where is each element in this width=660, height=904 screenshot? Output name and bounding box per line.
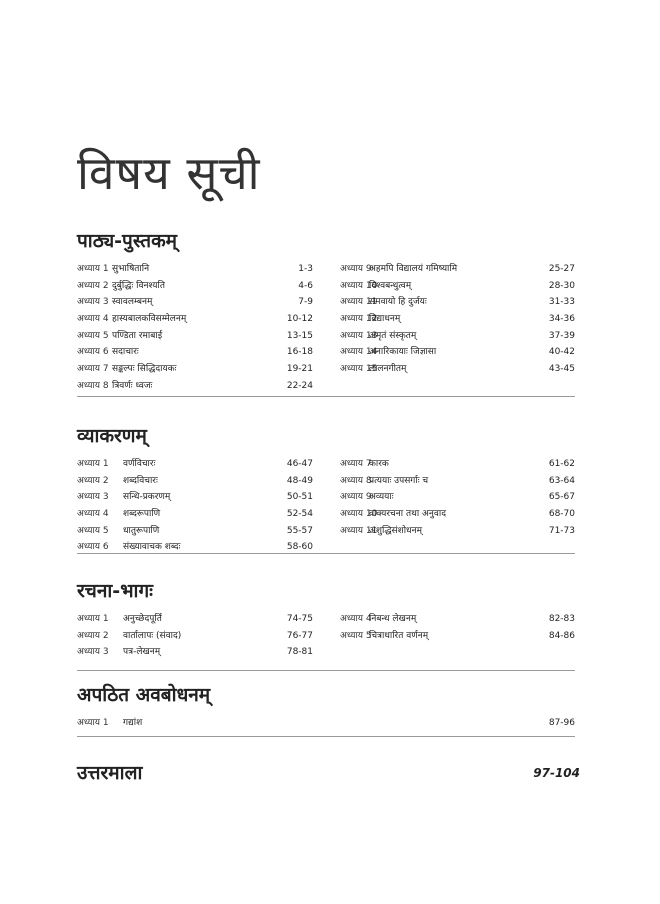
- chapter-title: अहमपि विद्यालयं गमिष्यामि: [369, 264, 458, 274]
- chapter-number: अध्याय 2: [77, 280, 109, 291]
- chapter-title: वाक्यरचना तथा अनुवाद: [369, 509, 447, 520]
- page-range: 1-3: [298, 264, 313, 274]
- section-heading: व्याकरणम्: [77, 425, 147, 447]
- answers-pages: 97-104: [533, 766, 580, 780]
- chapter-number: अध्याय 10: [340, 509, 378, 520]
- chapter-title: पत्र-लेखनम्: [123, 647, 161, 658]
- chapter-title: अनुच्छेदपूर्ति: [123, 614, 162, 624]
- chapter-number: अध्याय 5: [340, 630, 372, 641]
- chapter-number: अध्याय 4: [77, 314, 109, 325]
- toc-row: [77, 611, 313, 628]
- section-divider: [77, 553, 575, 554]
- toc-row: [340, 628, 575, 645]
- toc-row: [77, 523, 313, 540]
- toc-row: [77, 361, 313, 378]
- chapter-title: सुभाषितानि: [112, 264, 150, 274]
- chapter-title: सङ्कल्पः सिद्धिदायकः: [112, 364, 177, 375]
- chapter-number: अध्याय 1: [77, 264, 109, 274]
- toc-row: [77, 489, 313, 506]
- page-range: 71-73: [548, 525, 575, 536]
- chapter-number: अध्याय 3: [77, 647, 109, 658]
- page-range: 58-60: [286, 542, 313, 553]
- page-range: 46-47: [286, 459, 313, 469]
- chapter-number: अध्याय 13: [340, 330, 378, 341]
- answers-heading: उत्तरमाला: [77, 762, 143, 784]
- toc-row: [340, 361, 575, 378]
- chapter-title: हास्यबालकविसम्मेलनम्: [112, 314, 187, 325]
- page-range: 7-9: [298, 297, 313, 308]
- page-range: 55-57: [286, 525, 313, 536]
- section-heading: अपठित अवबोधनम्: [77, 684, 211, 706]
- toc-row: [77, 506, 313, 523]
- chapter-title: निबन्ध लेखनम्: [369, 614, 417, 624]
- section-composition: [77, 580, 575, 658]
- toc-row: [77, 715, 575, 732]
- chapter-title: पण्डिता रमाबाई: [112, 330, 163, 341]
- chapter-title: अशुद्धिसंशोधनम्: [369, 525, 422, 536]
- section-divider: [77, 396, 575, 397]
- page-range: 78-81: [286, 647, 313, 658]
- chapter-title: स्वावलम्बनम्: [112, 297, 153, 308]
- chapter-number: अध्याय 4: [77, 509, 109, 520]
- chapter-number: अध्याय 1: [77, 614, 109, 624]
- chapter-title: सदाचारः: [112, 347, 139, 358]
- toc-row: [340, 311, 575, 328]
- chapter-title: संख्यावाचक शब्दः: [123, 542, 181, 553]
- page-range: 4-6: [298, 280, 313, 291]
- page-range: 28-30: [548, 280, 575, 291]
- chapter-number: अध्याय 6: [77, 542, 109, 553]
- chapter-number: अध्याय 1: [77, 459, 109, 469]
- chapter-number: अध्याय 2: [77, 475, 109, 486]
- toc-row: [77, 344, 313, 361]
- page-range: 74-75: [286, 614, 313, 624]
- chapter-title: वर्णविचारः: [123, 459, 156, 469]
- chapter-title: समवायो हि दुर्जयः: [369, 297, 427, 308]
- toc-row: [340, 344, 575, 361]
- chapter-title: धातुरूपाणि: [123, 525, 160, 536]
- page-range: 61-62: [548, 459, 575, 469]
- page-range: 40-42: [548, 347, 575, 358]
- chapter-title: लालनगीतम्: [369, 364, 407, 375]
- toc-row: [340, 489, 575, 506]
- chapter-title: विश्वबन्धुत्वम्: [369, 280, 412, 291]
- page-range: 50-51: [286, 492, 313, 503]
- chapter-number: अध्याय 2: [77, 630, 109, 641]
- chapter-number: अध्याय 4: [340, 614, 372, 624]
- chapter-title: अनारिकायाः जिज्ञासा: [369, 347, 437, 358]
- page-range: 25-27: [548, 264, 575, 274]
- chapter-title: गद्यांश: [123, 718, 143, 728]
- page-range: 52-54: [286, 509, 313, 520]
- section-heading: पाठ्य-पुस्तकम्: [77, 230, 178, 252]
- chapter-title: वार्तालापः (संवाद): [123, 630, 182, 641]
- chapter-title: दुर्बुद्धिः विनश्यति: [112, 280, 165, 291]
- chapter-number: अध्याय 5: [77, 330, 109, 341]
- section-grammar: [77, 425, 575, 553]
- chapter-number: अध्याय 11: [340, 297, 378, 308]
- chapter-number: अध्याय 10: [340, 280, 378, 291]
- section-heading: रचना-भागः: [77, 580, 154, 602]
- chapter-number: अध्याय 15: [340, 364, 378, 375]
- chapter-title: विद्याधनम्: [369, 314, 401, 325]
- chapter-number: अध्याय 9: [340, 492, 372, 503]
- toc-row: [340, 278, 575, 295]
- chapter-number: अध्याय 12: [340, 314, 378, 325]
- page-range: 31-33: [548, 297, 575, 308]
- chapter-number: अध्याय 5: [77, 525, 109, 536]
- page-range: 87-96: [548, 718, 575, 728]
- toc-row: [77, 628, 313, 645]
- toc-row: [340, 456, 575, 473]
- chapter-number: अध्याय 11: [340, 525, 378, 536]
- chapter-number: अध्याय 14: [340, 347, 378, 358]
- page-range: 48-49: [286, 475, 313, 486]
- toc-row: [77, 311, 313, 328]
- chapter-title: प्रत्ययाः उपसर्गाः च: [369, 475, 429, 486]
- toc-row: [77, 473, 313, 490]
- toc-row: [77, 261, 313, 278]
- chapter-number: अध्याय 1: [77, 718, 109, 728]
- chapter-number: अध्याय 7: [340, 459, 372, 469]
- chapter-title: अव्ययाः: [369, 492, 394, 503]
- section-textbook: [77, 230, 575, 391]
- toc-row: [77, 278, 313, 295]
- toc-row: [340, 506, 575, 523]
- toc-row: [77, 644, 313, 661]
- chapter-number: अध्याय 3: [77, 297, 109, 308]
- chapter-title: शब्दरूपाणि: [123, 509, 161, 520]
- page-title: विषय सूची: [77, 146, 261, 200]
- page-range: 13-15: [286, 330, 313, 341]
- toc-row: [340, 294, 575, 311]
- toc-row: [340, 611, 575, 628]
- chapter-number: अध्याय 8: [340, 475, 372, 486]
- chapter-number: अध्याय 9: [340, 264, 372, 274]
- chapter-title: शब्दविचारः: [123, 475, 158, 486]
- toc-row: [77, 328, 313, 345]
- toc-row: [340, 261, 575, 278]
- page-range: 43-45: [548, 364, 575, 375]
- page-range: 37-39: [548, 330, 575, 341]
- toc-row: [77, 378, 313, 395]
- chapter-title: अमृतं संस्कृतम्: [369, 330, 417, 341]
- page-range: 84-86: [548, 630, 575, 641]
- chapter-title: त्रिवर्णः ध्वजः: [112, 380, 153, 391]
- page-range: 19-21: [286, 364, 313, 375]
- page-range: 34-36: [548, 314, 575, 325]
- toc-row: [77, 294, 313, 311]
- chapter-number: अध्याय 6: [77, 347, 109, 358]
- page-range: 76-77: [286, 630, 313, 641]
- page-range: 65-67: [548, 492, 575, 503]
- page-range: 68-70: [548, 509, 575, 520]
- section-divider: [77, 670, 575, 671]
- page-range: 82-83: [548, 614, 575, 624]
- section-divider: [77, 736, 575, 737]
- toc-row: [340, 523, 575, 540]
- page-range: 63-64: [548, 475, 575, 486]
- chapter-title: कारक: [369, 459, 389, 469]
- chapter-number: अध्याय 8: [77, 380, 109, 391]
- section-unseen-comprehension: [77, 684, 575, 728]
- chapter-title: चित्राधारित वर्णनम्: [369, 630, 429, 641]
- chapter-number: अध्याय 3: [77, 492, 109, 503]
- toc-row: [340, 473, 575, 490]
- page-range: 22-24: [286, 380, 313, 391]
- chapter-title: सन्धि-प्रकरणम्: [123, 492, 171, 503]
- chapter-number: अध्याय 7: [77, 364, 109, 375]
- page-range: 16-18: [286, 347, 313, 358]
- page-range: 10-12: [286, 314, 313, 325]
- toc-row: [340, 328, 575, 345]
- toc-row: [77, 456, 313, 473]
